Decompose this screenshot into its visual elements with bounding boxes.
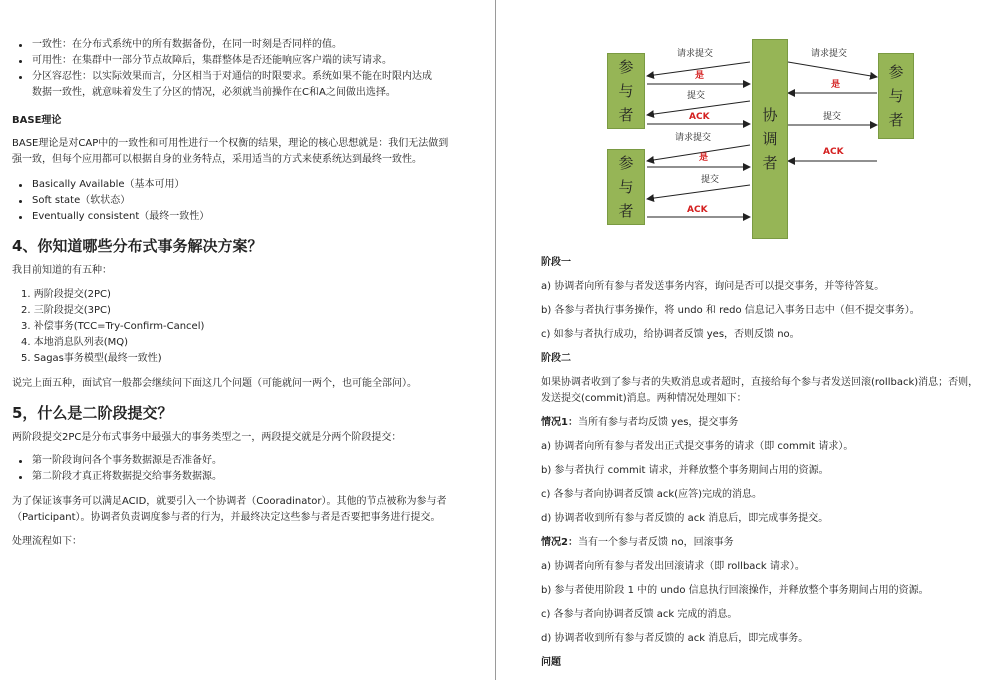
arrow-commit-bottom-left: [647, 185, 750, 199]
label-ack: ACK: [687, 205, 708, 215]
participant-top-left: 参 与 者: [607, 53, 645, 129]
list-item: 2. 三阶段提交(3PC): [21, 305, 111, 316]
phase2-title: 阶段二: [541, 353, 571, 364]
label-request: 请求提交: [675, 133, 712, 143]
case2-item: c) 各参与者向协调者反馈 ack 完成的消息。: [541, 609, 738, 620]
list-item: 3. 补偿事务(TCC=Try-Confirm-Cancel): [21, 321, 205, 332]
left-column: [12, 37, 480, 550]
label-ack: ACK: [823, 147, 844, 157]
label-yes: 是: [831, 80, 841, 90]
base-list: [12, 177, 480, 225]
case2-item: b) 参与者使用阶段 1 中的 undo 信息执行回滚操作，并释放整个事务期间占用的资源。: [541, 585, 929, 596]
label-commit: 提交: [823, 112, 842, 122]
label-commit: 提交: [701, 175, 720, 185]
cap-list: [12, 37, 480, 85]
phase2-paragraph-line-1: 如果协调者收到了参与者的失败消息或者超时，直接给每个参与者发送回滚(rollback)消息；否则，: [541, 377, 979, 388]
list-item: 分区容忍性：以实际效果而言，分区相当于对通信的时限要求。系统如果不能在时限内达成: [32, 69, 480, 85]
right-column: [541, 255, 981, 671]
q4-list: [12, 287, 480, 367]
case1-item: c) 各参与者向协调者反馈 ack(应答)完成的消息。: [541, 489, 762, 500]
base-paragraph-line-2: 强一致，但每个应用都可以根据自身的业务特点，采用适当的方式来使系统达到最终一致性。: [12, 154, 422, 165]
list-item: 1. 两阶段提交(2PC): [21, 289, 111, 300]
two-phase-commit-diagram: [605, 39, 930, 239]
phase1-title: 阶段一: [541, 257, 571, 268]
label-ack: ACK: [689, 112, 710, 122]
coordinator: 协 调 者: [752, 39, 788, 239]
list-item: 5. Sagas事务模型(最终一致性): [21, 353, 162, 364]
list-item: Basically Available（基本可用）: [32, 177, 480, 193]
q5-paragraph-line-1: 为了保证该事务可以满足ACID，就要引入一个协调者（Cooradinator）。其他的节点被称为参与者: [12, 496, 447, 507]
base-title: BASE理论: [12, 115, 62, 126]
label-commit: 提交: [687, 91, 706, 101]
participant-bottom-left: 参 与 者: [607, 149, 645, 225]
list-item: 第二阶段才真正将数据提交给事务数据源。: [32, 469, 480, 485]
list-item: Eventually consistent（最终一致性）: [32, 209, 480, 225]
phase2-paragraph-line-2: 发送提交(commit)消息。两种情况处理如下：: [541, 393, 747, 404]
case2-heading: [541, 535, 981, 551]
q5-heading: 5，什么是二阶段提交？: [12, 404, 173, 422]
q4-intro: 我目前知道的有五种：: [12, 265, 112, 276]
phase1-item: a) 协调者向所有参与者发送事务内容，询问是否可以提交事务，并等待答复。: [541, 281, 885, 292]
list-item: 第一阶段询问各个事务数据源是否准备好。: [32, 453, 480, 469]
case2-item: d) 协调者收到所有参与者反馈的 ack 消息后，即完成事务。: [541, 633, 809, 644]
label-yes: 是: [699, 153, 709, 163]
list-item: 4. 本地消息队列表(MQ): [21, 337, 129, 348]
label-yes: 是: [695, 71, 705, 81]
case2-label: 情况2：: [541, 537, 578, 548]
q4-outro: 说完上面五种，面试官一般都会继续问下面这几个问题（可能就问一两个，也可能全部问）。: [12, 378, 417, 389]
list-item: 一致性：在分布式系统中的所有数据备份，在同一时刻是否同样的值。: [32, 37, 480, 53]
q5-flow-label: 处理流程如下：: [12, 536, 82, 547]
problem-title: 问题: [541, 657, 561, 668]
arrow-request-top-right: [788, 62, 877, 77]
q4-heading: 4、你知道哪些分布式事务解决方案？: [12, 237, 263, 255]
case2-item: a) 协调者向所有参与者发出回滚请求（即 rollback 请求）。: [541, 561, 805, 572]
case1-heading: [541, 415, 981, 431]
base-paragraph-line-1: BASE理论是对CAP中的一致性和可用性进行一个权衡的结果，理论的核心思想就是：我们无法做到: [12, 138, 449, 149]
case2-text: 当有一个参与者反馈 no，回滚事务: [577, 537, 734, 548]
label-request: 请求提交: [677, 49, 714, 59]
q5-list: [12, 453, 480, 485]
case1-item: d) 协调者收到所有参与者反馈的 ack 消息后，即完成事务提交。: [541, 513, 829, 524]
case1-item: a) 协调者向所有参与者发出正式提交事务的请求（即 commit 请求）。: [541, 441, 854, 452]
label-request: 请求提交: [811, 49, 848, 59]
case1-label: 情况1：: [541, 417, 578, 428]
phase1-item: b) 各参与者执行事务操作，将 undo 和 redo 信息记入事务日志中（但不提交事务）。: [541, 305, 920, 316]
phase1-item: c) 如参与者执行成功，给协调者反馈 yes，否则反馈 no。: [541, 329, 800, 340]
case1-item: b) 参与者执行 commit 请求，并释放整个事务期间占用的资源。: [541, 465, 829, 476]
q5-paragraph-line-2: （Participant）。协调者负责调度参与者的行为，并最终决定这些参与者是否要把事务进行提交。: [12, 512, 441, 523]
page-divider: [495, 0, 496, 680]
list-item: Soft state（软状态）: [32, 193, 480, 209]
cap-continuation: 数据一致性，就意味着发生了分区的情况，必须就当前操作在C和A之间做出选择。: [32, 87, 396, 98]
participant-right: 参 与 者: [878, 53, 914, 139]
list-item: 可用性：在集群中一部分节点故障后，集群整体是否还能响应客户端的读写请求。: [32, 53, 480, 69]
case1-text: 当所有参与者均反馈 yes，提交事务: [577, 417, 739, 428]
q5-intro: 两阶段提交2PC是分布式事务中最强大的事务类型之一，两段提交就是分两个阶段提交：: [12, 432, 402, 443]
